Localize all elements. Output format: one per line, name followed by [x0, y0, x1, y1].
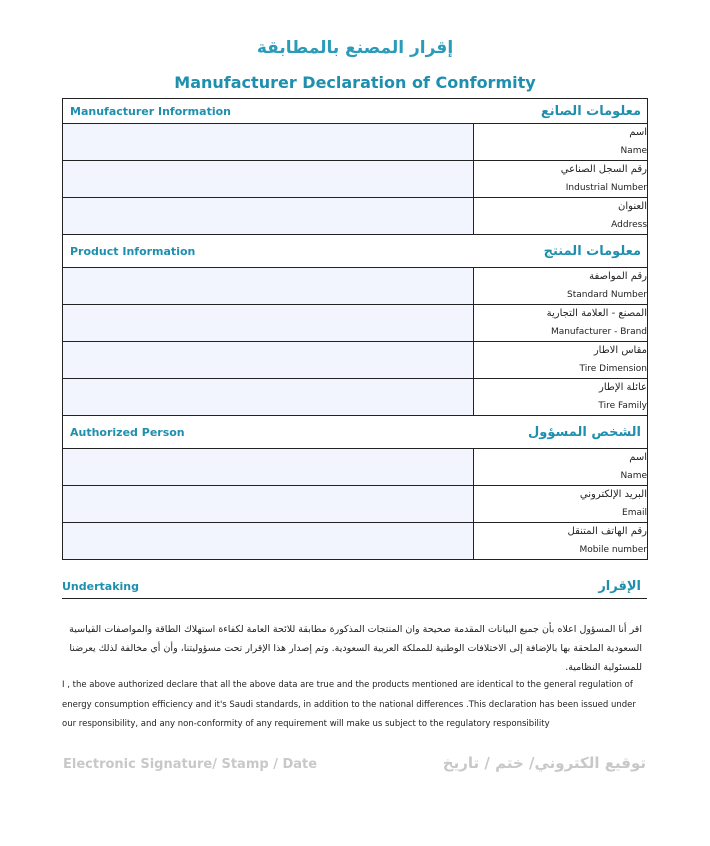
- declaration-text-english: I , the above authorized declare that all the above data are true and the products mentioned are identical to the general regulation of energy consumption efficiency and it's Saudi standards, in addition to the national differences .This declaration has been issued under our responsibility, and any non-conformity of any requirement will make us subject to the regulatory responsibility: [62, 680, 636, 729]
- field-label: [474, 449, 648, 486]
- field-input[interactable]: [63, 124, 474, 161]
- section-title-ar: الشخص المسؤول: [528, 424, 642, 440]
- field-label-en: Industrial Number: [565, 183, 648, 193]
- title-arabic: إقرار المصنع بالمطابقة: [256, 38, 454, 58]
- undertaking-title-en: Undertaking: [62, 580, 139, 593]
- field-input[interactable]: [63, 486, 474, 523]
- section-header-cell: [63, 235, 648, 268]
- field-input[interactable]: [63, 198, 474, 235]
- field-row: [63, 161, 648, 198]
- undertaking-header: [62, 579, 647, 599]
- section-header-cell: [63, 99, 648, 124]
- section-title-ar: معلومات المنتج: [543, 243, 642, 259]
- field-input[interactable]: [63, 161, 474, 198]
- field-label-ar: رقم الهاتف المتنقل: [567, 526, 648, 537]
- field-label-en: Mobile number: [579, 545, 648, 555]
- field-input[interactable]: [63, 268, 474, 305]
- field-input[interactable]: [63, 342, 474, 379]
- field-row: [63, 379, 648, 416]
- field-label: [474, 379, 648, 416]
- field-input[interactable]: [63, 449, 474, 486]
- section-title-ar: معلومات الصانع: [540, 103, 642, 119]
- field-row: [63, 449, 648, 486]
- field-row: [63, 124, 648, 161]
- field-label-ar: البريد الإلكتروني: [579, 489, 648, 500]
- section-header-row: [63, 416, 648, 449]
- field-label-en: Tire Dimension: [579, 364, 648, 374]
- title-english: Manufacturer Declaration of Conformity: [174, 73, 536, 92]
- section-title-en: Product Information: [70, 244, 196, 258]
- field-input[interactable]: [63, 305, 474, 342]
- field-row: [63, 198, 648, 235]
- field-row: [63, 268, 648, 305]
- signature-label-en: Electronic Signature/ Stamp / Date: [63, 757, 318, 772]
- field-label-en: Tire Family: [598, 401, 648, 411]
- declaration-form-table: [62, 98, 648, 560]
- field-row: [63, 342, 648, 379]
- section-title-en: Authorized Person: [70, 425, 185, 439]
- field-label-ar: اسم: [629, 127, 648, 138]
- field-label-en: Address: [611, 220, 648, 230]
- undertaking-title-ar: الإقرار: [598, 579, 641, 594]
- signature-label-ar: توقيع الكتروني/ ختم / تاريخ: [442, 754, 646, 772]
- section-header-cell: [63, 416, 648, 449]
- field-label: [474, 198, 648, 235]
- field-label: [474, 486, 648, 523]
- field-label: [474, 161, 648, 198]
- field-label-en: Manufacturer - Brand: [550, 327, 648, 337]
- field-label-ar: عائلة الإطار: [599, 382, 648, 393]
- field-label-en: Standard Number: [567, 290, 648, 300]
- field-input[interactable]: [63, 379, 474, 416]
- field-label: [474, 124, 648, 161]
- section-title-en: Manufacturer Information: [70, 104, 231, 118]
- field-row: [63, 523, 648, 560]
- field-label: [474, 523, 648, 560]
- field-label-en: Email: [622, 508, 648, 518]
- field-label-en: Name: [620, 146, 648, 156]
- field-label-ar: العنوان: [618, 201, 648, 212]
- declaration-text-arabic: اقر أنا المسؤول اعلاه بأن جميع البيانات المقدمة صحيحة وان المنتجات المذكورة مطابقة للائحة العامة لكفاءة استهلاك الطاقة والمواصفات القياسية السعودية الملحقة بها بالإضافة إلى الاختلافات الوطنية للمملكة العربية السعودية. وتم إصدار هذا الإقرار تحت مسؤوليتنا، وأن أي مخالفة لذلك يعرضنا للمسئولية النظامية.: [69, 624, 642, 673]
- field-input[interactable]: [63, 523, 474, 560]
- field-label: [474, 342, 648, 379]
- field-label-ar: رقم السجل الصناعي: [560, 164, 648, 175]
- field-label-en: Name: [620, 471, 648, 481]
- field-label-ar: المصنع - العلامة التجارية: [546, 308, 648, 319]
- field-row: [63, 486, 648, 523]
- field-label: [474, 305, 648, 342]
- section-header-row: [63, 99, 648, 124]
- field-label-ar: مقاس الاطار: [593, 345, 648, 356]
- field-label: [474, 268, 648, 305]
- field-row: [63, 305, 648, 342]
- section-header-row: [63, 235, 648, 268]
- field-label-ar: رقم المواصفة: [589, 271, 648, 282]
- field-label-ar: اسم: [629, 452, 648, 463]
